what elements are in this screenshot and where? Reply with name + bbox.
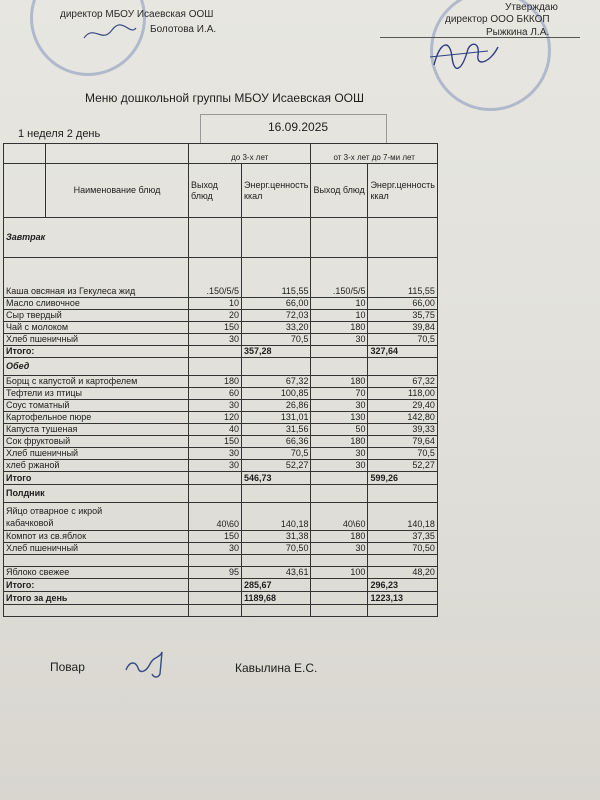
energy-value: 48,20 [368,567,437,579]
table-row [4,448,438,460]
yield-value: 10 [311,310,368,322]
day-total-label: Итого за день [4,592,189,605]
dish-name: Каша овсяная из Гекулеса жид [4,258,189,298]
energy-value: 37,35 [368,531,437,543]
yield-value: 150 [189,322,242,334]
dish-name: Яблоко свежее [4,567,189,579]
yield-value: 180 [311,376,368,388]
table-column-header-row [4,164,438,218]
table-row [4,388,438,400]
total-energy-1: 546,73 [242,472,311,485]
energy-value: 140,18 [242,503,311,531]
yield-value: 10 [311,298,368,310]
table-row [4,543,438,555]
yield-value: 100 [311,567,368,579]
right-approver-title: директор ООО БККОП [445,14,550,25]
table-cell [4,164,46,218]
energy-value: 142,80 [368,412,437,424]
table-row [4,258,438,298]
energy-value: 33,20 [242,322,311,334]
cook-name: Кавылина Е.С. [235,661,318,675]
energy-value: 67,32 [368,376,437,388]
dish-name-header: Наименование блюд [46,164,189,218]
table-cell [311,346,368,358]
energy-value: 39,33 [368,424,437,436]
menu-date: 16.09.2025 [268,120,329,134]
yield-value: 130 [311,412,368,424]
yield-value: 30 [311,448,368,460]
energy-header-2: Энерг.ценность ккал [368,164,437,218]
day-total-energy-1: 1189,68 [242,592,311,605]
yield-value: 180 [311,322,368,334]
dish-name: Сок фруктовый [4,436,189,448]
table-cell [189,579,242,592]
table-row [4,424,438,436]
dish-name: Компот из св.яблок [4,531,189,543]
yield-value: .150/5/5 [311,258,368,298]
energy-value: 66,00 [368,298,437,310]
total-energy-2: 327,64 [368,346,437,358]
dish-name [4,503,189,531]
dish-name: Масло сливочное [4,298,189,310]
snack-heading: Полдник [4,485,189,503]
table-cell [368,358,437,376]
energy-value: 131,01 [242,412,311,424]
table-cell [311,605,368,617]
energy-value: 115,55 [242,258,311,298]
table-cell [242,358,311,376]
yield-header-2: Выход блюд [311,164,368,218]
energy-value: 31,38 [242,531,311,543]
yield-value: 40\60 [189,503,242,531]
yield-value: 30 [189,448,242,460]
table-cell [189,346,242,358]
yield-value: 30 [311,400,368,412]
left-approver-title: директор МБОУ Исаевская ООШ [60,9,214,20]
energy-value: 115,55 [368,258,437,298]
cook-signature [120,648,175,680]
week-day-label: 1 неделя 2 день [18,128,101,140]
dish-name-line-1: Яйцо отварное с икрой [6,505,103,516]
total-label: Итого [4,472,189,485]
table-row [4,531,438,543]
yield-value: 180 [311,436,368,448]
yield-value: 95 [189,567,242,579]
table-cell [368,218,437,258]
total-label: Итого: [4,579,189,592]
breakfast-total-row [4,346,438,358]
yield-value: .150/5/5 [189,258,242,298]
energy-value: 140,18 [368,503,437,531]
table-cell [242,555,311,567]
left-signature [80,22,140,44]
day-total-energy-2: 1223,13 [368,592,437,605]
energy-value: 43,61 [242,567,311,579]
table-row [4,400,438,412]
table-cell [311,579,368,592]
yield-value: 40 [189,424,242,436]
energy-value: 72,03 [242,310,311,322]
energy-value: 39,84 [368,322,437,334]
table-row [4,503,438,531]
breakfast-heading: Завтрак [4,218,189,258]
right-approver-name: Рыжкина Л.А. [486,27,550,38]
breakfast-section-row [4,218,438,258]
table-cell [311,555,368,567]
table-cell [4,144,46,164]
energy-value: 52,27 [368,460,437,472]
table-cell [311,472,368,485]
energy-value: 70,50 [242,543,311,555]
energy-value: 100,85 [242,388,311,400]
table-row [4,436,438,448]
energy-value: 35,75 [368,310,437,322]
table-cell [189,605,242,617]
energy-value: 70,5 [242,334,311,346]
menu-table [3,143,438,617]
day-total-row [4,592,438,605]
dish-name: Картофельное пюре [4,412,189,424]
energy-value: 29,40 [368,400,437,412]
yield-value: 30 [311,460,368,472]
energy-header-1: Энерг.ценность ккал [242,164,311,218]
right-approval-underline [380,37,580,38]
total-label: Итого: [4,346,189,358]
energy-value: 118,00 [368,388,437,400]
energy-value: 66,00 [242,298,311,310]
yield-header-1: Выход блюд [189,164,242,218]
dish-name: хлеб ржаной [4,460,189,472]
energy-value: 66,36 [242,436,311,448]
right-signature [428,35,503,75]
table-cell [189,592,242,605]
total-energy-2: 296,23 [368,579,437,592]
energy-value: 70,5 [368,448,437,460]
age-group-2-header: от 3-х лет до 7-ми лет [311,144,437,164]
yield-value: 20 [189,310,242,322]
lunch-total-row [4,472,438,485]
dish-name: Тефтели из птицы [4,388,189,400]
table-row [4,322,438,334]
table-cell [189,555,242,567]
table-cell [189,218,242,258]
table-row [4,567,438,579]
table-cell [4,555,189,567]
yield-value: 30 [189,334,242,346]
table-row [4,376,438,388]
table-group-header-row [4,144,438,164]
menu-title: Меню дошкольной группы МБОУ Исаевская ООШ [85,91,364,105]
table-cell [311,485,368,503]
table-cell [368,485,437,503]
table-cell [311,218,368,258]
empty-row [4,555,438,567]
cook-label: Повар [50,660,85,674]
energy-value: 79,64 [368,436,437,448]
total-energy-2: 599,26 [368,472,437,485]
dish-name: Хлеб пшеничный [4,448,189,460]
table-cell [4,605,189,617]
table-cell [242,605,311,617]
dish-name: Борщ с капустой и картофелем [4,376,189,388]
empty-row [4,605,438,617]
dish-name: Хлеб пшеничный [4,543,189,555]
dish-name: Чай с молоком [4,322,189,334]
energy-value: 67,32 [242,376,311,388]
yield-value: 30 [189,400,242,412]
yield-value: 50 [311,424,368,436]
snack-section-row [4,485,438,503]
energy-value: 26,86 [242,400,311,412]
energy-value: 70,5 [242,448,311,460]
table-row [4,460,438,472]
yield-value: 40\60 [311,503,368,531]
table-row [4,298,438,310]
table-cell [242,485,311,503]
energy-value: 70,50 [368,543,437,555]
total-energy-1: 357,28 [242,346,311,358]
table-cell [311,358,368,376]
dish-name: Соус томатный [4,400,189,412]
dish-name: Сыр твердый [4,310,189,322]
lunch-section-row [4,358,438,376]
approve-label: Утверждаю [505,2,558,13]
table-cell [189,485,242,503]
yield-value: 30 [189,460,242,472]
energy-value: 52,27 [242,460,311,472]
yield-value: 150 [189,436,242,448]
table-cell [368,555,437,567]
dish-name: Капуста тушеная [4,424,189,436]
table-cell [242,218,311,258]
table-cell [311,592,368,605]
yield-value: 30 [311,334,368,346]
left-approver-name: Болотова И.А. [150,24,217,35]
yield-value: 30 [311,543,368,555]
yield-value: 10 [189,298,242,310]
yield-value: 70 [311,388,368,400]
table-cell [368,605,437,617]
table-row [4,334,438,346]
energy-value: 31,56 [242,424,311,436]
lunch-heading: Обед [4,358,189,376]
table-row [4,310,438,322]
total-energy-1: 285,67 [242,579,311,592]
yield-value: 180 [189,376,242,388]
table-row [4,412,438,424]
snack-total-row [4,579,438,592]
yield-value: 180 [311,531,368,543]
table-cell [46,144,189,164]
yield-value: 120 [189,412,242,424]
dish-name-line-2: кабачковой [6,517,54,528]
yield-value: 60 [189,388,242,400]
yield-value: 30 [189,543,242,555]
dish-name: Хлеб пшеничный [4,334,189,346]
age-group-1-header: до 3-х лет [189,144,311,164]
yield-value: 150 [189,531,242,543]
energy-value: 70,5 [368,334,437,346]
table-cell [189,472,242,485]
table-cell [189,358,242,376]
